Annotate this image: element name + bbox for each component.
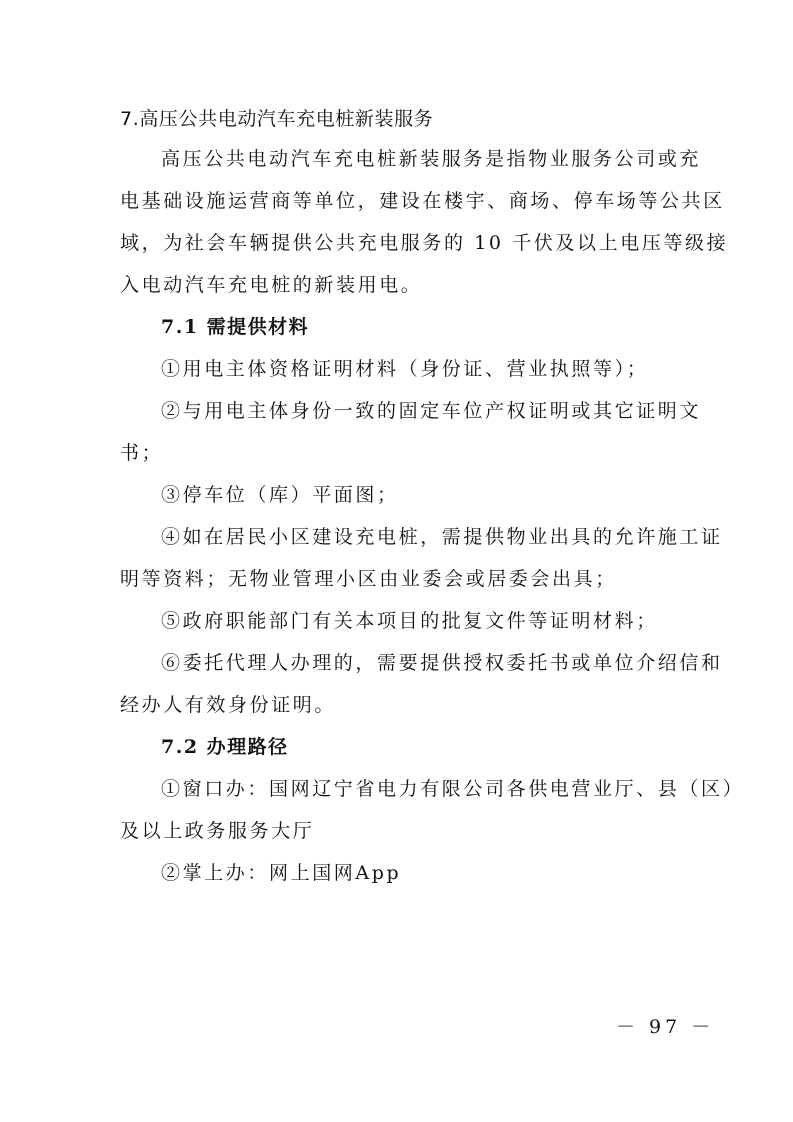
material-item-2-cont: 书；	[120, 442, 164, 464]
material-item-6: ⑥委托代理人办理的，需要提供授权委托书或单位介绍信和	[161, 652, 723, 674]
path-item-1: ①窗口办：国网辽宁省电力有限公司各供电营业厅、县（区）	[161, 778, 745, 800]
material-item-6-cont: 经办人有效身份证明。	[120, 694, 337, 716]
intro-line-2: 电基础设施运营商等单位，建设在楼宇、商场、停车场等公共区	[120, 190, 725, 212]
material-item-3: ③停车位（库）平面图；	[161, 484, 399, 506]
path-item-1-cont: 及以上政务服务大厅	[120, 820, 315, 842]
intro-line-1: 高压公共电动汽车充电桩新装服务是指物业服务公司或充	[161, 148, 702, 170]
material-item-1: ①用电主体资格证明材料（身份证、营业执照等）；	[161, 358, 649, 380]
heading-paths: 7.2 办理路径	[161, 736, 289, 758]
material-item-5: ⑤政府职能部门有关本项目的批复文件等证明材料；	[161, 610, 658, 632]
material-item-4-cont: 明等资料；无物业管理小区由业委会或居委会出具；	[120, 568, 617, 590]
path-item-2: ②掌上办：网上国网App	[161, 862, 402, 884]
intro-line-4: 入电动汽车充电桩的新装用电。	[120, 274, 423, 296]
heading-materials: 7.1 需提供材料	[161, 316, 310, 338]
page-number: － 97 －	[616, 1016, 715, 1038]
section-title: 7.高压公共电动汽车充电桩新装服务	[120, 108, 434, 130]
intro-line-3: 域，为社会车辆提供公共充电服务的 10 千伏及以上电压等级接	[120, 232, 729, 254]
material-item-4: ④如在居民小区建设充电桩，需提供物业出具的允许施工证	[161, 526, 723, 548]
material-item-2: ②与用电主体身份一致的固定车位产权证明或其它证明文	[161, 400, 702, 422]
